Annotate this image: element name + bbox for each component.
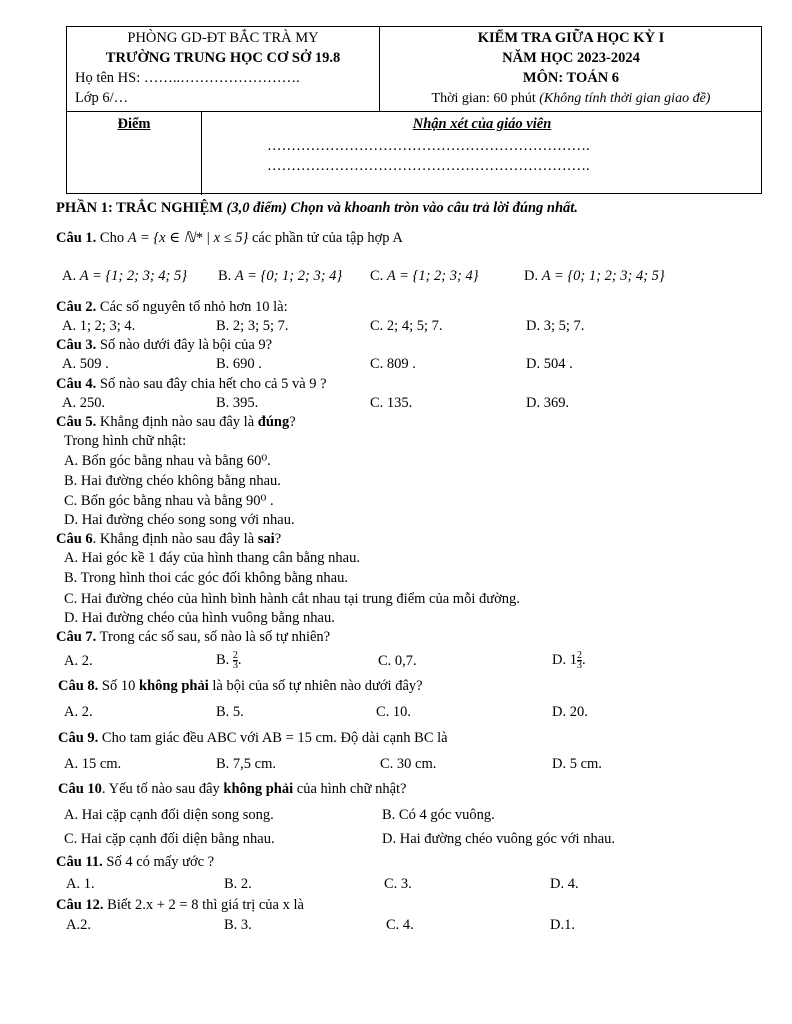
q12-option-b[interactable]: B. 3. bbox=[224, 917, 252, 933]
q10-option-b[interactable]: B. Có 4 góc vuông. bbox=[382, 807, 495, 823]
q3-option-c[interactable]: C. 809 . bbox=[370, 356, 416, 372]
q7-option-a[interactable]: A. 2. bbox=[64, 653, 93, 669]
question-2: Câu 2. Các số nguyên tố nhỏ hơn 10 là: bbox=[56, 299, 288, 315]
q1-option-b[interactable]: B. A = {0; 1; 2; 3; 4} bbox=[218, 268, 343, 284]
q5-option-a[interactable]: A. Bốn góc bằng nhau và bằng 60⁰. bbox=[64, 453, 271, 469]
q8-option-a[interactable]: A. 2. bbox=[64, 704, 93, 720]
q8-option-c[interactable]: C. 10. bbox=[376, 704, 412, 720]
question-8: Câu 8. Số 10 không phải là bội của số tự nhiên nào dưới đây? bbox=[58, 678, 423, 694]
question-9: Câu 9. Cho tam giác đều ABC với AB = 15 cm. Độ dài cạnh BC là bbox=[58, 730, 448, 746]
exam-title: KIỂM TRA GIỮA HỌC KỲ I bbox=[477, 30, 665, 46]
q2-option-c[interactable]: C. 2; 4; 5; 7. bbox=[370, 318, 443, 334]
q8-option-d[interactable]: D. 20. bbox=[552, 704, 588, 720]
comment-line-2: …………………………………………………………. bbox=[267, 158, 590, 174]
q3-option-a[interactable]: A. 509 . bbox=[62, 356, 109, 372]
q12-option-a[interactable]: A.2. bbox=[66, 917, 91, 933]
q11-option-d[interactable]: D. 4. bbox=[550, 876, 579, 892]
question-3: Câu 3. Số nào dưới đây là bội của 9? bbox=[56, 337, 273, 353]
q4-option-b[interactable]: B. 395. bbox=[216, 395, 259, 411]
part1-title: PHẦN 1: TRẮC NGHIỆM (3,0 điểm) Chọn và khoanh tròn vào câu trả lời đúng nhất. bbox=[56, 200, 578, 216]
q6-option-a[interactable]: A. Hai góc kề 1 đáy của hình thang cân bằng nhau. bbox=[64, 550, 360, 566]
q8-option-b[interactable]: B. 5. bbox=[216, 704, 244, 720]
q10-option-d[interactable]: D. Hai đường chéo vuông góc với nhau. bbox=[382, 831, 615, 847]
q1-option-d[interactable]: D. A = {0; 1; 2; 3; 4; 5} bbox=[524, 268, 665, 284]
q6-option-c[interactable]: C. Hai đường chéo của hình bình hành cắt nhau tại trung điểm của mỗi đường. bbox=[64, 591, 520, 607]
q3-option-b[interactable]: B. 690 . bbox=[216, 356, 262, 372]
question-4: Câu 4. Số nào sau đây chia hết cho cả 5 và 9 ? bbox=[56, 376, 327, 392]
time-limit: Thời gian: 60 phút (Không tính thời gian giao đề) bbox=[431, 91, 711, 106]
school-name: TRƯỜNG TRUNG HỌC CƠ SỞ 19.8 bbox=[105, 50, 341, 66]
question-5: Câu 5. Khẳng định nào sau đây là đúng? bbox=[56, 414, 296, 430]
q11-option-c[interactable]: C. 3. bbox=[384, 876, 412, 892]
q2-option-d[interactable]: D. 3; 5; 7. bbox=[526, 318, 585, 334]
dept-name: PHÒNG GD-ĐT BẮC TRÀ MY bbox=[127, 30, 319, 46]
q1-option-c[interactable]: C. A = {1; 2; 3; 4} bbox=[370, 268, 479, 284]
fraction-two-thirds: $\frac{2}{3}$ bbox=[232, 650, 238, 672]
q11-option-b[interactable]: B. 2. bbox=[224, 876, 252, 892]
q4-option-c[interactable]: C. 135. bbox=[370, 395, 413, 411]
q10-option-c[interactable]: C. Hai cặp cạnh đối diện bằng nhau. bbox=[64, 831, 275, 847]
question-1: Câu 1. Cho A = {x ∈ ℕ* | x ≤ 5} các phần tử của tập hợp A bbox=[56, 230, 403, 246]
question-6: Câu 6. Khẳng định nào sau đây là sai? bbox=[56, 531, 282, 547]
q2-option-a[interactable]: A. 1; 2; 3; 4. bbox=[62, 318, 136, 334]
q12-option-d[interactable]: D.1. bbox=[550, 917, 575, 933]
q6-option-b[interactable]: B. Trong hình thoi các góc đối không bằng nhau. bbox=[64, 570, 348, 586]
comment-line-1: …………………………………………………………. bbox=[267, 138, 590, 154]
fraction-two-thirds: $\frac{2}{3}$ bbox=[576, 650, 582, 672]
school-year: NĂM HỌC 2023-2024 bbox=[502, 50, 640, 66]
q10-option-a[interactable]: A. Hai cặp cạnh đối diện song song. bbox=[64, 807, 274, 823]
class-field: Lớp 6/… bbox=[75, 90, 129, 106]
q5-option-d[interactable]: D. Hai đường chéo song song với nhau. bbox=[64, 512, 295, 528]
q4-option-d[interactable]: D. 369. bbox=[526, 395, 570, 411]
score-label: Điểm bbox=[117, 116, 151, 132]
question-11: Câu 11. Số 4 có mấy ước ? bbox=[56, 854, 215, 870]
q3-option-d[interactable]: D. 504 . bbox=[526, 356, 573, 372]
q9-option-c[interactable]: C. 30 cm. bbox=[380, 756, 437, 772]
q7-option-b[interactable]: B. $\frac{2}{3}$ . bbox=[216, 650, 242, 672]
q9-option-d[interactable]: D. 5 cm. bbox=[552, 756, 602, 772]
student-name-field: Họ tên HS: ……..……………………. bbox=[75, 70, 300, 86]
q7-option-c[interactable]: C. 0,7. bbox=[378, 653, 417, 669]
q5-subtitle: Trong hình chữ nhật: bbox=[64, 433, 187, 449]
question-7: Câu 7. Trong các số sau, số nào là số tự nhiên? bbox=[56, 629, 331, 645]
question-10: Câu 10. Yếu tố nào sau đây không phải của hình chữ nhật? bbox=[58, 781, 407, 797]
q12-option-c[interactable]: C. 4. bbox=[386, 917, 414, 933]
q4-option-a[interactable]: A. 250. bbox=[62, 395, 106, 411]
question-12: Câu 12. Biết 2.x + 2 = 8 thì giá trị của x là bbox=[56, 897, 304, 913]
q9-option-a[interactable]: A. 15 cm. bbox=[64, 756, 122, 772]
q2-option-b[interactable]: B. 2; 3; 5; 7. bbox=[216, 318, 289, 334]
q7-option-d[interactable]: D. 1 $\frac{2}{3}$ . bbox=[552, 650, 586, 672]
q11-option-a[interactable]: A. 1. bbox=[66, 876, 95, 892]
q6-option-d[interactable]: D. Hai đường chéo của hình vuông bằng nhau. bbox=[64, 610, 335, 626]
q9-option-b[interactable]: B. 7,5 cm. bbox=[216, 756, 277, 772]
q5-option-b[interactable]: B. Hai đường chéo không bằng nhau. bbox=[64, 473, 281, 489]
subject: MÔN: TOÁN 6 bbox=[522, 70, 620, 86]
q5-option-c[interactable]: C. Bốn góc bằng nhau và bằng 90⁰ . bbox=[64, 493, 274, 509]
q1-option-a[interactable]: A. A = {1; 2; 3; 4; 5} bbox=[62, 268, 188, 284]
exam-header-table bbox=[66, 26, 762, 194]
comment-label: Nhận xét của giáo viên bbox=[412, 116, 552, 132]
